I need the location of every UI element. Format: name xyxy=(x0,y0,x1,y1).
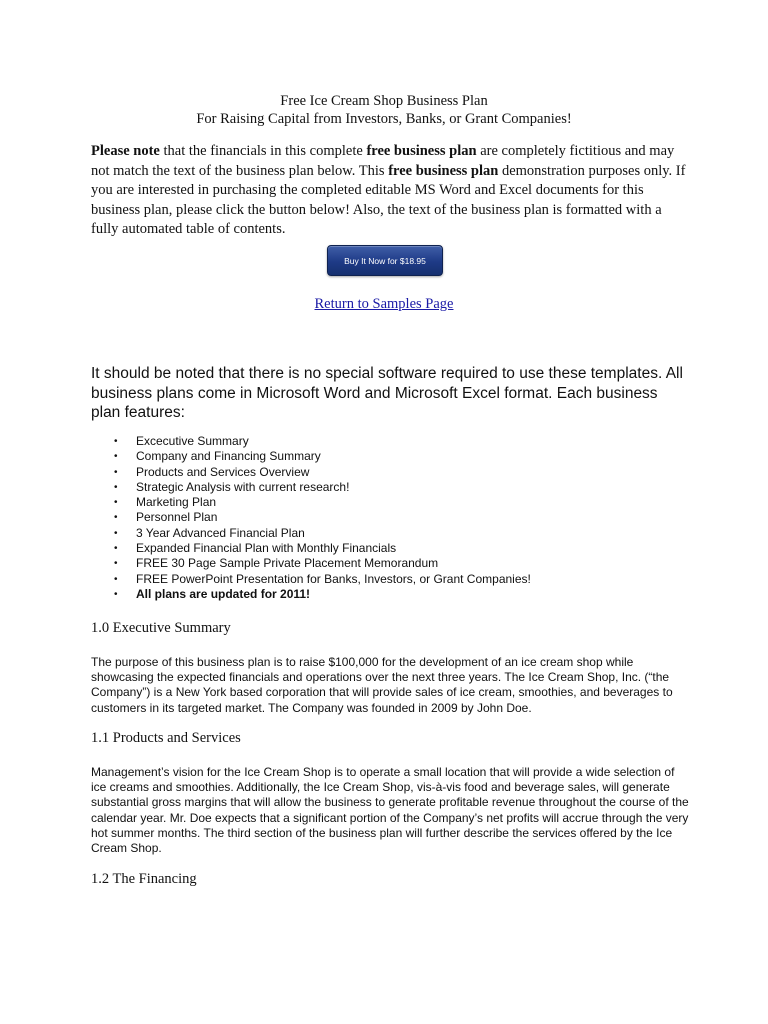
feature-label: Marketing Plan xyxy=(136,495,217,510)
return-link-container xyxy=(0,295,768,313)
note-bold-1: free business plan xyxy=(366,143,477,159)
products-services-body: Management’s vision for the Ice Cream Shop is to operate a small location that will provide a wide selection of ice creams and smoothies. Additionally, the Ice Cream Shop, vis-à-vis food and beverage sales, will generate substantial gross margins that will allow the business to generate profitable revenue throughout the course of the calendar year. Mr. Doe expects that a significant portion of the Company’s net profits will accrue through the very hot summer months. The third section of the business plan will further describe the services offered by the Ice Cream Shop. xyxy=(91,765,689,856)
feature-item xyxy=(114,541,674,556)
products-services-heading: 1.1 Products and Services xyxy=(91,730,241,746)
buy-it-now-button[interactable]: Buy It Now for $18.95 xyxy=(327,245,443,276)
please-note-paragraph xyxy=(91,142,691,240)
bullet-icon: • xyxy=(114,543,118,555)
note-bold-2: free business plan xyxy=(388,162,499,179)
feature-label: Excecutive Summary xyxy=(136,434,249,448)
bullet-icon: • xyxy=(114,436,118,447)
feature-label: Company and Financing Summary xyxy=(136,449,321,464)
intro-paragraph: It should be noted that there is no special software required to use these templates. All business plans come in Microsoft Word and Microsoft Excel format. Each business plan features: xyxy=(91,365,683,421)
feature-item xyxy=(114,480,674,495)
feature-label: Expanded Financial Plan with Monthly Financials xyxy=(136,541,397,556)
financing-heading: 1.2 The Financing xyxy=(91,871,197,887)
bullet-icon: • xyxy=(114,481,118,493)
feature-item xyxy=(114,449,674,464)
document-title: Free Ice Cream Shop Business Plan xyxy=(280,93,488,109)
note-text-1: that the financials in this complete xyxy=(159,143,367,159)
bullet-icon: • xyxy=(114,573,118,585)
feature-item xyxy=(114,572,674,587)
feature-label: All plans are updated for 2011! xyxy=(136,586,311,601)
feature-item xyxy=(114,495,674,510)
executive-summary-body: The purpose of this business plan is to raise $100,000 for the development of an ice cream shop while showcasing the expected financials and operations over the next three years. The Ice Cream Shop, Inc. (“the Company”) is a New York based corporation that will provide sales of ice cream, smoothies, and beverages to customers in its targeted market. The Company was founded in 2009 by John Doe. xyxy=(91,655,673,715)
bullet-icon: • xyxy=(114,466,118,478)
feature-item xyxy=(114,556,674,571)
feature-item xyxy=(114,510,674,525)
bullet-icon: • xyxy=(114,588,118,600)
bullet-icon: • xyxy=(114,497,118,509)
please-note-lead: Please note xyxy=(91,143,160,159)
feature-label: FREE 30 Page Sample Private Placement Memorandum xyxy=(136,556,439,571)
feature-item xyxy=(114,434,674,449)
note-text-3: demonstration purposes only. If you are interested in purchasing the completed editable MS Word and Excel documents for this business plan, please click the button below! Also, the text of the business plan is formatted with a fully automated table of contents. xyxy=(91,162,686,237)
feature-label: 3 Year Advanced Financial Plan xyxy=(136,525,305,540)
bullet-icon: • xyxy=(114,512,118,524)
bullet-icon: • xyxy=(114,558,118,570)
note-text-2: are completely fictitious and may not match the text of the business plan below. This xyxy=(91,143,675,179)
bullet-icon: • xyxy=(114,527,118,539)
feature-label: Products and Services Overview xyxy=(136,464,310,479)
feature-label: FREE PowerPoint Presentation for Banks, Investors, or Grant Companies! xyxy=(136,571,531,586)
return-to-samples-link[interactable]: Return to Samples Page xyxy=(314,296,454,312)
feature-label: Strategic Analysis with current research! xyxy=(136,479,350,494)
feature-item xyxy=(114,587,674,602)
executive-summary-heading: 1.0 Executive Summary xyxy=(91,620,231,636)
feature-item xyxy=(114,526,674,541)
feature-label: Personnel Plan xyxy=(136,510,218,525)
document-subtitle: For Raising Capital from Investors, Banks, or Grant Companies! xyxy=(196,111,572,127)
bullet-icon: • xyxy=(114,451,118,463)
feature-item xyxy=(114,465,674,480)
features-list xyxy=(114,434,674,602)
